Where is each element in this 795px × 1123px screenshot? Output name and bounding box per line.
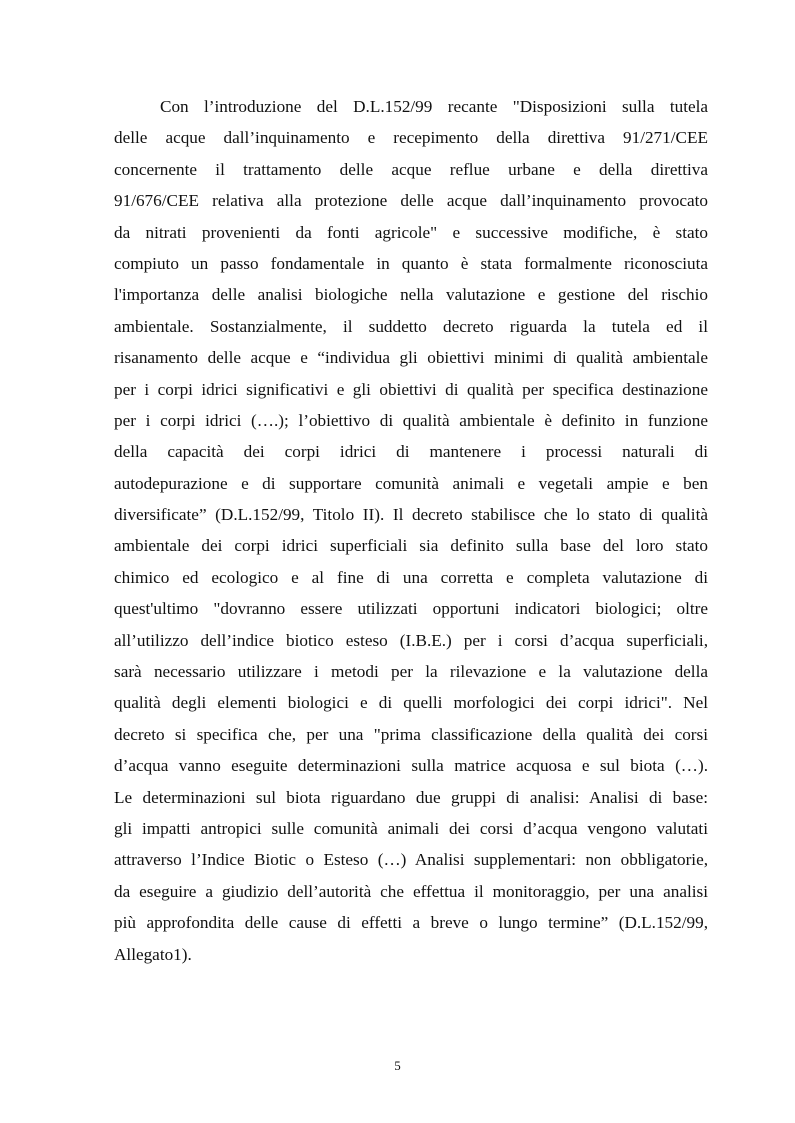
text-line: più approfondita delle cause di effetti a breve o lungo termine” (D.L.152/99, <box>114 913 708 933</box>
text-line: per i corpi idrici (….); l’obiettivo di qualità ambientale è definito in funzione <box>114 410 708 430</box>
text-line: ambientale. Sostanzialmente, il suddetto decreto riguarda la tutela ed il <box>114 316 708 336</box>
text-line: da nitrati provenienti da fonti agricole" e successive modifiche, è stato <box>114 222 708 242</box>
text-line: della capacità dei corpi idrici di mantenere i processi naturali di <box>114 442 708 462</box>
text-line: 91/676/CEE relativa alla protezione delle acque dall’inquinamento provocato <box>114 191 708 211</box>
text-line: quest'ultimo "dovranno essere utilizzati opportuni indicatori biologici; oltre <box>114 599 708 619</box>
text-line: concernente il trattamento delle acque reflue urbane e della direttiva <box>114 159 708 179</box>
text-line: l'importanza delle analisi biologiche nella valutazione e gestione del rischio <box>114 285 708 305</box>
text-line: da eseguire a giudizio dell’autorità che effettua il monitoraggio, per una analisi <box>114 881 708 901</box>
body-paragraph <box>114 91 708 970</box>
page-number: 5 <box>394 1058 401 1073</box>
text-line: all’utilizzo dell’indice biotico esteso (I.B.E.) per i corsi d’acqua superficiali, <box>114 630 708 650</box>
text-line: d’acqua vanno eseguite determinazioni sulla matrice acquosa e sul biota (…). <box>114 756 708 776</box>
text-line: diversificate” (D.L.152/99, Titolo II). Il decreto stabilisce che lo stato di qualità <box>114 505 708 525</box>
text-line: Le determinazioni sul biota riguardano due gruppi di analisi: Analisi di base: <box>114 787 708 807</box>
text-line: ambientale dei corpi idrici superficiali sia definito sulla base del loro stato <box>114 536 708 556</box>
text-line: chimico ed ecologico e al fine di una corretta e completa valutazione di <box>114 567 708 587</box>
text-line: qualità degli elementi biologici e di quelli morfologici dei corpi idrici". Nel <box>114 693 708 713</box>
text-line: risanamento delle acque e “individua gli obiettivi minimi di qualità ambientale <box>114 348 708 368</box>
text-line: sarà necessario utilizzare i metodi per la rilevazione e la valutazione della <box>114 662 708 682</box>
text-line: Con l’introduzione del D.L.152/99 recante "Disposizioni sulla tutela <box>160 97 708 116</box>
text-line: Allegato1). <box>114 944 192 964</box>
text-line: compiuto un passo fondamentale in quanto è stata formalmente riconosciuta <box>114 253 708 273</box>
text-line: gli impatti antropici sulle comunità animali dei corsi d’acqua vengono valutati <box>114 818 708 838</box>
text-line: per i corpi idrici significativi e gli obiettivi di qualità per specifica destinazione <box>114 379 708 399</box>
text-line: delle acque dall’inquinamento e recepimento della direttiva 91/271/CEE <box>114 128 708 148</box>
text-line: decreto si specifica che, per una "prima classificazione della qualità dei corsi <box>114 724 708 744</box>
text-line: autodepurazione e di supportare comunità animali e vegetali ampie e ben <box>114 473 708 493</box>
text-line: attraverso l’Indice Biotic o Esteso (…) Analisi supplementari: non obbligatorie, <box>114 850 708 870</box>
